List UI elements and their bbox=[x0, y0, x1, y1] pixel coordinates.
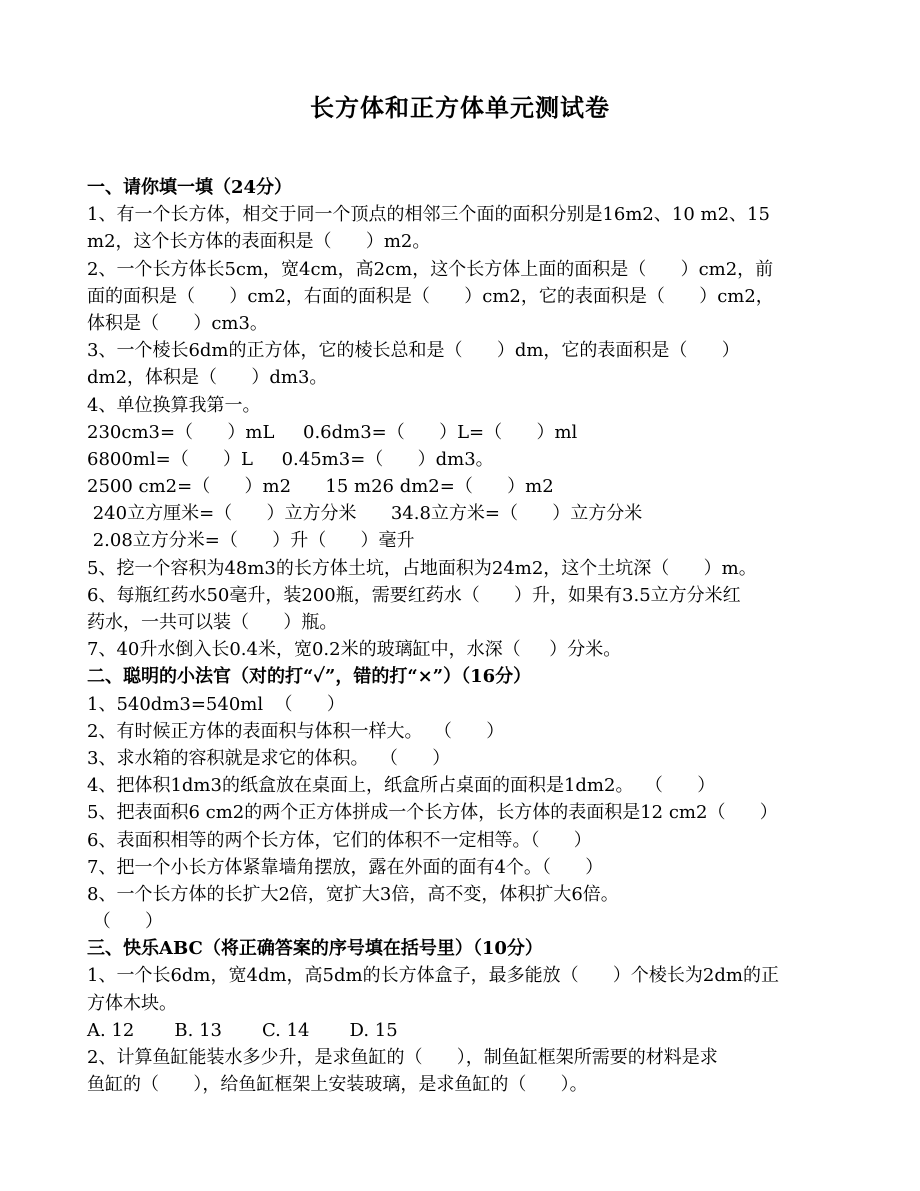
question-line: 2、计算鱼缸能装水多少升，是求鱼缸的（ ），制鱼缸框架所需要的材料是求 bbox=[87, 1047, 718, 1068]
question-line: 7、40升水倒入长0.4米，宽0.2米的玻璃缸中，水深（ ）分米。 bbox=[87, 639, 622, 661]
question-line: 230cm3=（ ）mL 0.6dm3=（ ）L=（ ）ml bbox=[87, 421, 578, 443]
question-line: 4、单位换算我第一。 bbox=[87, 394, 261, 416]
question-line: 1、有一个长方体，相交于同一个顶点的相邻三个面的面积分别是16m2、10 m2、15 bbox=[87, 204, 770, 226]
question-line: 体积是（ ）cm3。 bbox=[87, 312, 268, 334]
question-line: 面的面积是（ ）cm2，右面的面积是（ ）cm2，它的表面积是（ ）cm2， bbox=[87, 285, 774, 307]
question-line: m2，这个长方体的表面积是（ ）m2。 bbox=[87, 231, 431, 253]
question-line: 5、把表面积6 cm2的两个正方体拼成一个长方体，长方体的表面积是12 cm2（ ） bbox=[87, 802, 778, 824]
question-line: （ ） bbox=[87, 911, 164, 933]
question-line: 7、把一个小长方体紧靠墙角摆放，露在外面的面有4个。（ ） bbox=[87, 856, 604, 878]
question-line: 8、一个长方体的长扩大2倍，宽扩大3倍，高不变，体积扩大6倍。 bbox=[87, 883, 619, 905]
question-line: 1、一个长6dm，宽4dm，高5dm的长方体盒子，最多能放（ ）个棱长为2dm的正 bbox=[87, 965, 779, 987]
question-line: A. 12 B. 13 C. 14 D. 15 bbox=[87, 1019, 398, 1041]
question-line: 240立方厘米=（ ）立方分米 34.8立方米=（ ）立方分米 bbox=[87, 503, 643, 525]
question-line: 2.08立方分米=（ ）升（ ）毫升 bbox=[87, 530, 415, 552]
question-line: 6、每瓶红药水50毫升，装200瓶，需要红药水（ ）升，如果有3.5立方分米红 bbox=[87, 584, 741, 606]
question-line: 3、求水箱的容积就是求它的体积。 （ ） bbox=[87, 747, 451, 769]
question-line: 6800ml=（ ）L 0.45m3=（ ）dm3。 bbox=[87, 448, 494, 470]
question-line: 2500 cm2=（ ）m2 15 m26 dm2=（ ）m2 bbox=[87, 476, 554, 498]
question-line: 3、一个棱长6dm的正方体，它的棱长总和是（ ）dm，它的表面积是（ ） bbox=[87, 340, 740, 362]
question-line: 2、有时候正方体的表面积与体积一样大。 （ ） bbox=[87, 720, 505, 742]
question-line: 2、一个长方体长5cm，宽4cm，高2cm，这个长方体上面的面积是（ ）cm2，前 bbox=[87, 258, 774, 280]
section-heading: 一、请你填一填（24分） bbox=[87, 177, 293, 198]
question-line: 药水，一共可以装（ ）瓶。 bbox=[87, 612, 338, 633]
question-line: 1、540dm3=540ml （ ） bbox=[87, 693, 345, 715]
question-line: 6、表面积相等的两个长方体，它们的体积不一定相等。（ ） bbox=[87, 829, 592, 851]
question-line: 方体木块。 bbox=[87, 992, 177, 1014]
question-line: 5、挖一个容积为48m3的长方体土坑，占地面积为24m2，这个土坑深（ ）m。 bbox=[87, 557, 757, 579]
section-heading: 二、聪明的小法官（对的打“✓”，错的打“×”）（16分） bbox=[87, 666, 532, 688]
section-heading: 三、快乐ABC（将正确答案的序号填在括号里）（10分） bbox=[87, 938, 543, 960]
question-line: dm2，体积是（ ）dm3。 bbox=[87, 367, 328, 389]
page-title: 长方体和正方体单元测试卷 bbox=[310, 93, 610, 122]
document-body bbox=[87, 174, 877, 1098]
question-line: 4、把体积1dm3的纸盒放在桌面上，纸盒所占桌面的面积是1dm2。 （ ） bbox=[87, 775, 716, 797]
question-line: 鱼缸的（ ），给鱼缸框架上安装玻璃，是求鱼缸的（ ）。 bbox=[87, 1074, 588, 1096]
